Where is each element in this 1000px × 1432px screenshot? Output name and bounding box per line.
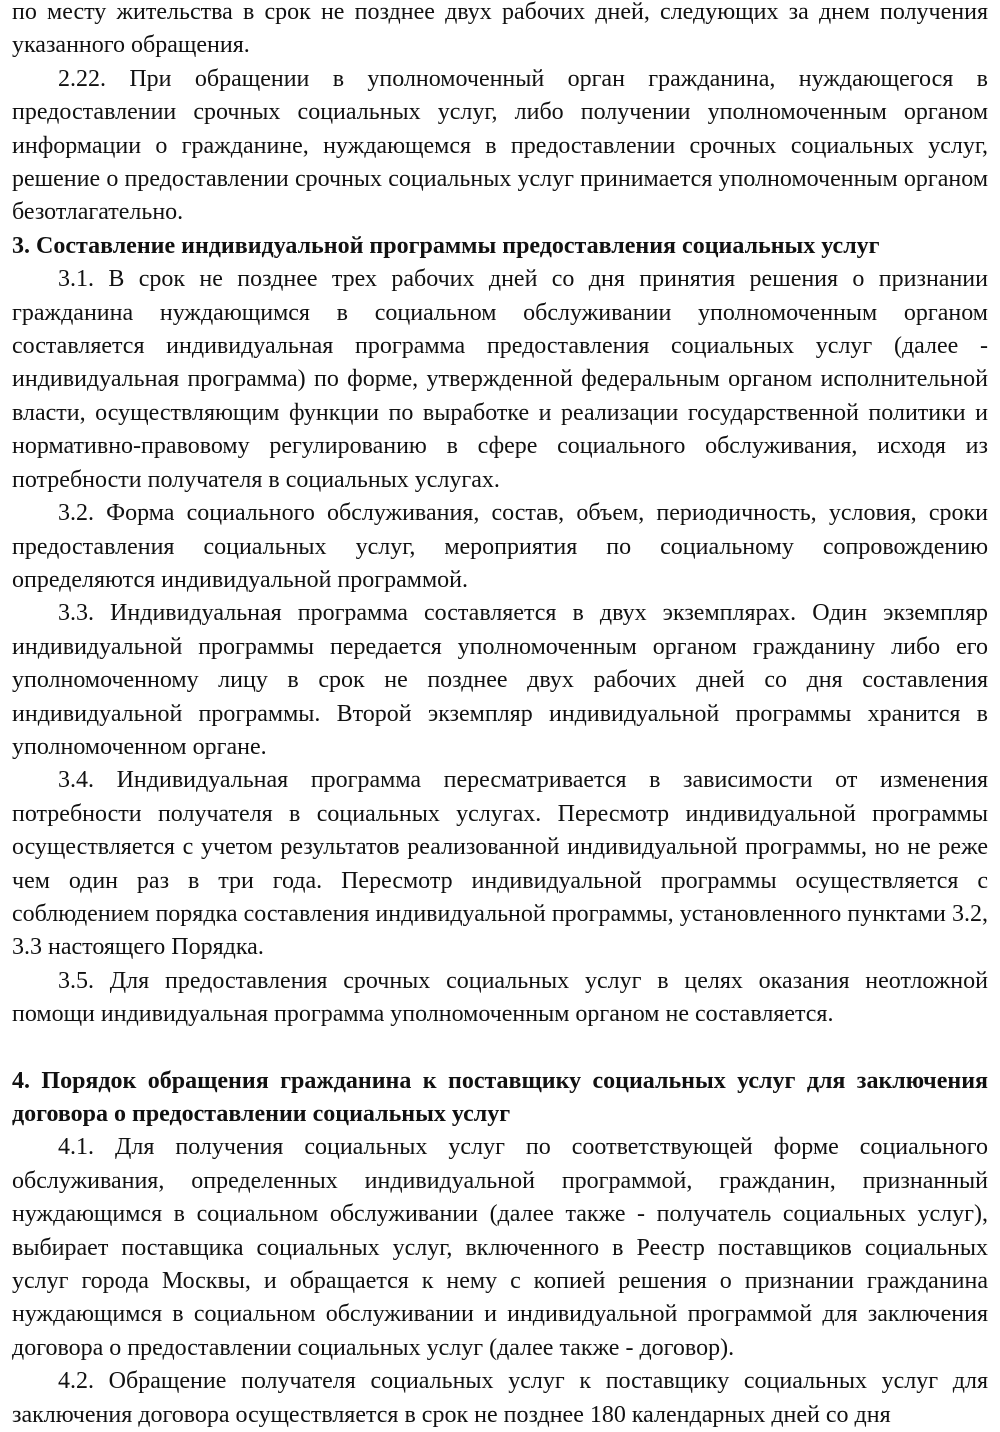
section-gap: [12, 1032, 988, 1065]
paragraph-3-3: 3.3. Индивидуальная программа составляется в двух экземплярах. Один экземпляр индивидуальной программы передается уполномоченным органом гражданину либо его уполномоченному лицу в срок не позднее двух рабочих дней со дня составления индивидуальной программы. Второй экземпляр индивидуальной программы хранится в уполномоченном органе.: [12, 600, 988, 760]
paragraph-3-2: 3.2. Форма социального обслуживания, состав, объем, периодичность, условия, сроки предоставления социальных услуг, мероприятия по социальному сопровождению определяются индивидуальной программой.: [12, 500, 988, 593]
paragraph-3-5: 3.5. Для предоставления срочных социальных услуг в целях оказания неотложной помощи индивидуальная программа уполномоченным органом не составляется.: [12, 967, 988, 1028]
section-4-heading: 4. Порядок обращения гражданина к поставщику социальных услуг для заключения договора о предоставлении социальных услуг: [12, 1067, 988, 1127]
paragraph-continued: по месту жительства в срок не позднее двух рабочих дней, следующих за днем получения указанного обращения.: [12, 0, 988, 59]
section-3-heading: 3. Составление индивидуальной программы предоставления социальных услуг: [12, 232, 880, 259]
paragraph-3-1: 3.1. В срок не позднее трех рабочих дней со дня принятия решения о признании гражданина нуждающимся в социальном обслуживании уполномоченным органом составляется индивидуальная программа предоставления социальных услуг (далее - индивидуальная программа) по форме, утвержденной федеральным органом исполнительной власти, осуществляющим функции по выработке и реализации государственной политики и нормативно-правовому регулированию в сфере социального обслуживания, исходя из потребности получателя в социальных услугах.: [12, 266, 988, 493]
paragraph-4-2: 4.2. Обращение получателя социальных услуг к поставщику социальных услуг для заключения договора осуществляется в срок не позднее 180 календарных дней со дня: [12, 1368, 988, 1428]
paragraph-2-22: 2.22. При обращении в уполномоченный орган гражданина, нуждающегося в предоставлении срочных социальных услуг, либо получении уполномоченным органом информации о гражданине, нуждающемся в предоставлении срочных социальных услуг, решение о предоставлении срочных социальных услуг принимается уполномоченным органом безотлагательно.: [12, 65, 988, 226]
paragraph-3-4: 3.4. Индивидуальная программа пересматривается в зависимости от изменения потребности получателя в социальных услугах. Пересмотр индивидуальной программы осуществляется с учетом результатов реализованной индивидуальной программы, но не реже чем один раз в три года. Пересмотр индивидуальной программы осуществляется с соблюдением порядка составления индивидуальной программы, установленного пунктами 3.2, 3.3 настоящего Порядка.: [12, 767, 988, 961]
paragraph-4-1: 4.1. Для получения социальных услуг по соответствующей форме социального обслуживания, определенных индивидуальной программой, гражданин, признанный нуждающимся в социальном обслуживании (далее также - получатель социальных услуг), выбирает поставщика социальных услуг, включенного в Реестр поставщиков социальных услуг города Москвы, и обращается к нему с копией решения о признании гражданина нуждающимся в социальном обслуживании и индивидуальной программой для заключения договора о предоставлении социальных услуг (далее также - договор).: [12, 1134, 988, 1361]
